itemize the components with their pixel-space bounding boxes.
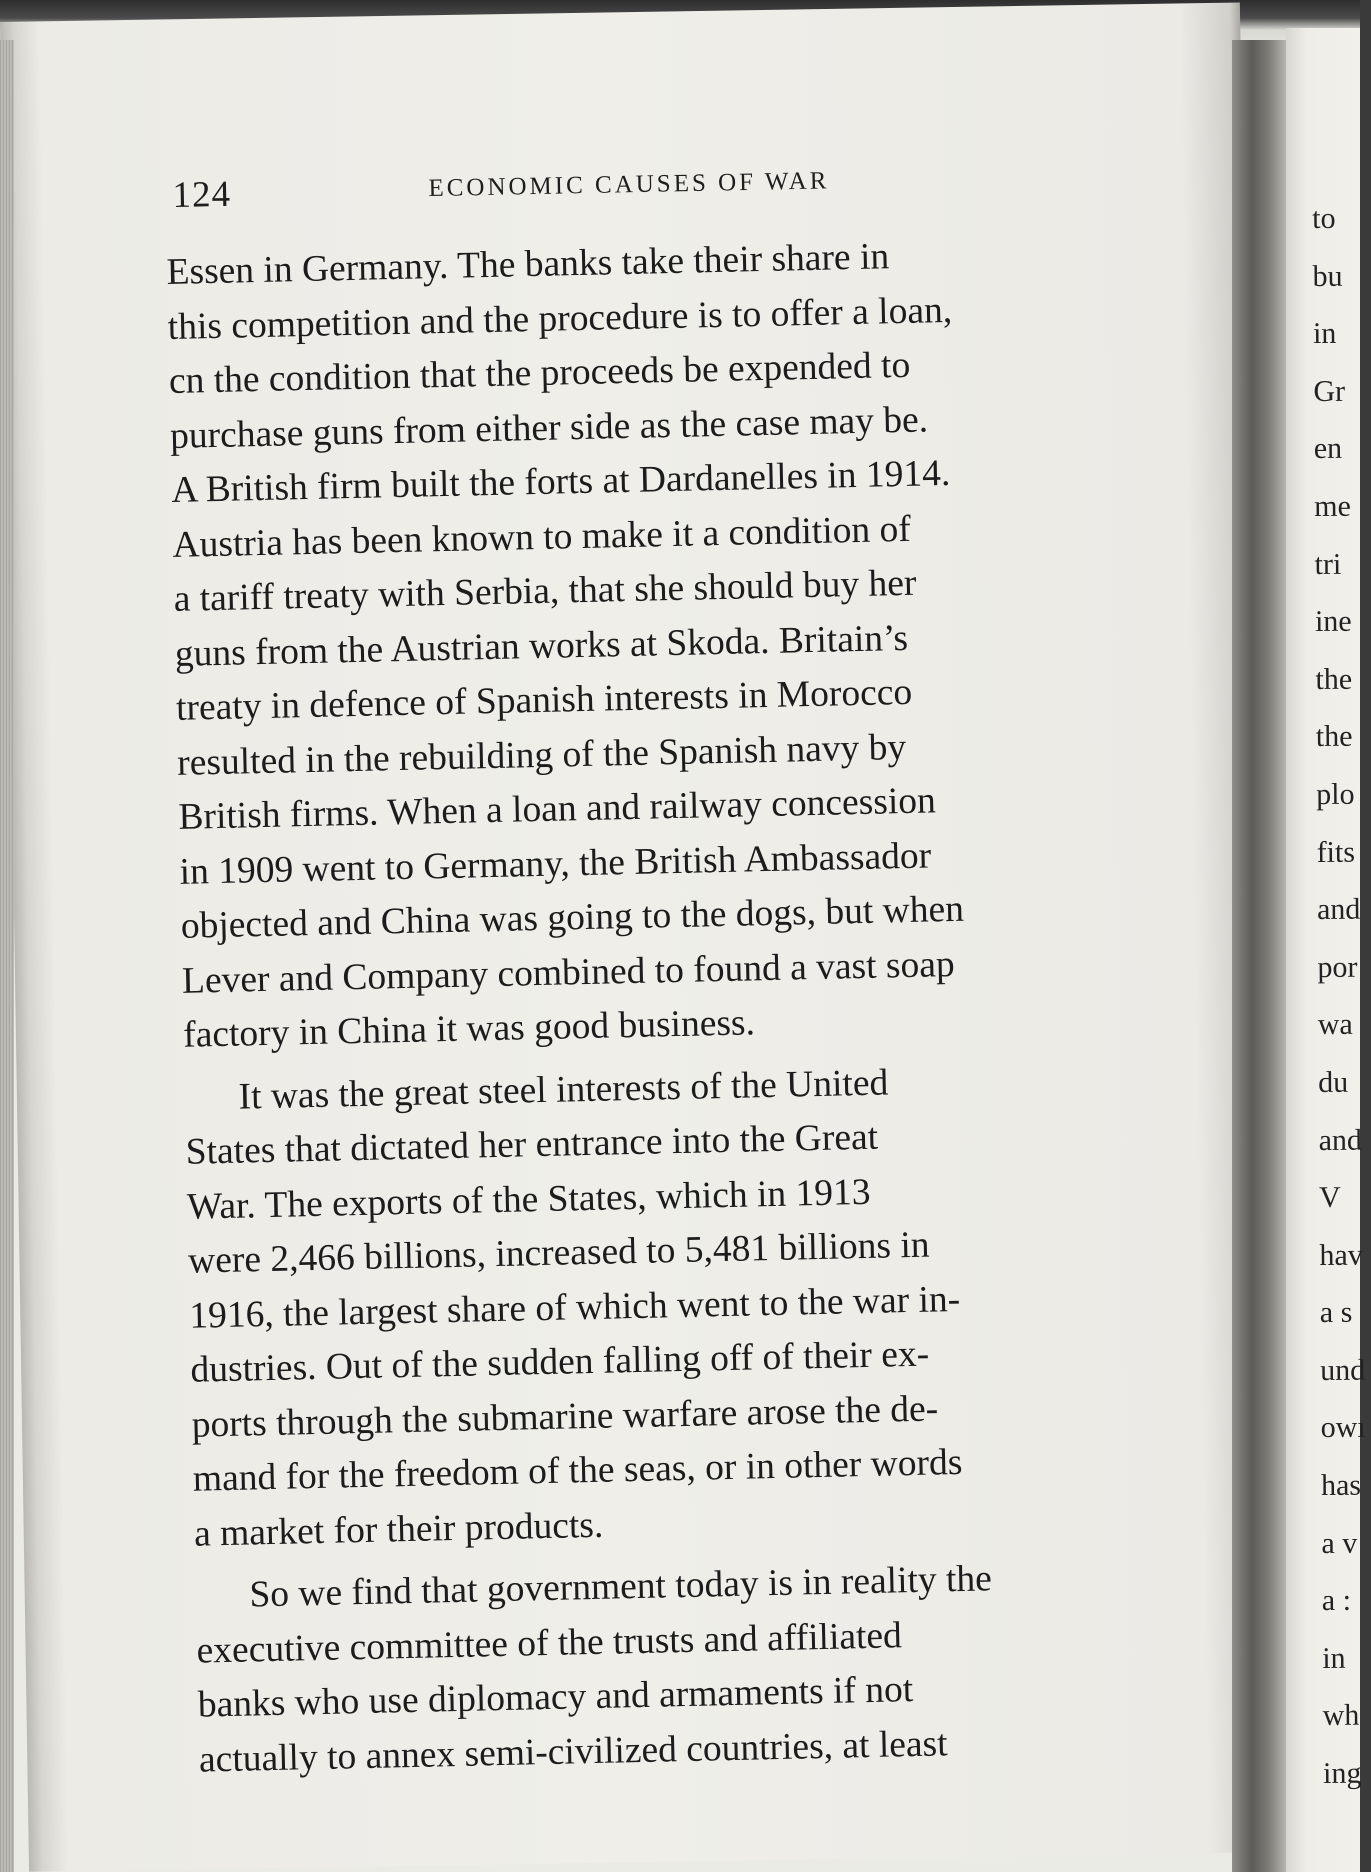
body-text [166, 223, 1239, 1787]
right-page-fragment: me [1314, 489, 1351, 523]
right-page-fragment: fits [1316, 835, 1356, 869]
right-page-fragment: por [1317, 950, 1358, 984]
page-edges [0, 40, 14, 1872]
right-page-fragment: in [1322, 1641, 1346, 1675]
book-gutter [1232, 40, 1292, 1872]
right-page-fragment: and [1316, 892, 1361, 927]
text-line: actually to annex semi-civilized countries, at least [198, 1722, 948, 1781]
text-line: treaty in defence of Spanish interests in Morocco [175, 671, 913, 729]
right-page-fragment: owı [1320, 1411, 1366, 1445]
text-line: banks who use diplomacy and armaments if not [197, 1669, 914, 1726]
text-line: Lever and Company combined to found a vast soap [181, 943, 956, 1002]
right-page-fragment: du [1318, 1065, 1349, 1099]
right-page-fragment: ine [1314, 604, 1352, 639]
right-page-fragment: a : [1321, 1584, 1352, 1618]
right-page-fragment: the [1315, 720, 1353, 754]
text-line: So we find that government today is in reality the [249, 1558, 993, 1616]
right-page-fragment: and [1318, 1123, 1363, 1157]
text-line: a market for their products. [193, 1504, 604, 1555]
text-line: States that dictated her entrance into the Great [185, 1116, 879, 1173]
text-line: A British firm built the forts at Dardanelles in 1914. [170, 452, 951, 511]
text-line: War. The exports of the States, which in 1913 [186, 1171, 871, 1228]
text-line: 1916, the largest share of which went to the war in- [188, 1278, 961, 1337]
text-line: ports through the submarine warfare arose the de- [191, 1387, 939, 1446]
text-line: executive committee of the trusts and affiliated [196, 1614, 903, 1672]
right-page-text-fragments [1312, 190, 1371, 1803]
text-line: a tariff treaty with Serbia, that she should buy her [173, 562, 917, 620]
right-page-fragment: hav [1319, 1238, 1363, 1272]
right-page-fragment: plo [1316, 777, 1355, 811]
text-line: resulted in the rebuilding of the Spanish navy by [176, 726, 907, 784]
text-line: Austria has been known to make it a condition of [172, 508, 912, 566]
right-page-fragment: the [1315, 662, 1353, 696]
right-page-fragment: to [1312, 201, 1336, 235]
right-page-fragment: bu [1312, 259, 1343, 293]
right-page-fragment: tri [1314, 547, 1342, 581]
text-line: dustries. Out of the sudden falling off of their ex- [190, 1333, 930, 1391]
right-page-fragment: Gr [1313, 374, 1346, 408]
text-line: Essen in Germany. The banks take their share in [166, 236, 890, 293]
text-line: factory in China it was good business. [182, 1002, 756, 1056]
text-line: mand for the freedom of the seas, or in other words [192, 1441, 963, 1500]
text-line: It was the great steel interests of the United [238, 1061, 889, 1118]
page-number: 124 [172, 173, 232, 216]
text-line: British firms. When a loan and railway concession [178, 780, 937, 838]
right-page-fragment: has [1320, 1468, 1362, 1503]
text-line: in 1909 went to Germany, the British Ambassador [179, 834, 932, 893]
text-line: guns from the Austrian works at Skoda. Britain’s [174, 617, 909, 675]
running-head: ECONOMIC CAUSES OF WAR [428, 167, 830, 203]
text-line: this competition and the procedure is to offer a loan, [167, 289, 953, 348]
text-line: cn the condition that the proceeds be expended to [168, 344, 911, 402]
text-line: were 2,466 billions, increased to 5,481 billions in [187, 1224, 930, 1282]
right-page-fragment: wh [1322, 1699, 1360, 1733]
right-page-fragment: wa [1317, 1008, 1353, 1042]
right-page-fragment: en [1313, 432, 1343, 466]
right-page-fragment: a v [1321, 1526, 1358, 1560]
text-line: purchase guns from either side as the case may be. [169, 398, 929, 457]
text-line: objected and China was going to the dogs, but when [180, 888, 965, 947]
right-page-fragment: ing [1322, 1756, 1362, 1790]
right-page-fragment: und [1320, 1353, 1366, 1387]
right-page-fragment: a s [1319, 1296, 1353, 1330]
right-page-fragment: in [1312, 317, 1337, 351]
right-page-fragment: V [1318, 1180, 1341, 1215]
